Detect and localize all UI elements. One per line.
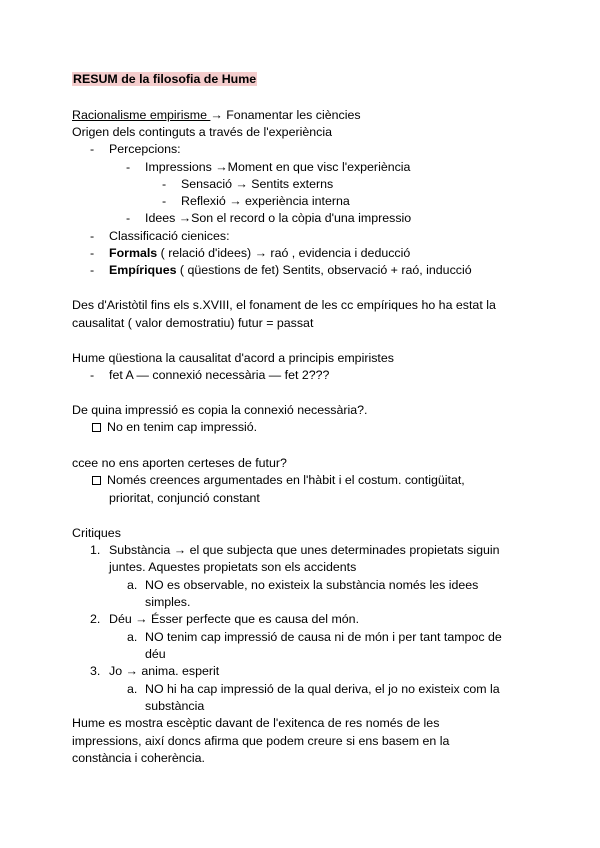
document-title: RESUM de la filosofia de Hume: [73, 72, 257, 86]
answer-text: Només creences argumentades en l'hàbit i el costum. contigüitat,: [107, 473, 465, 487]
empiriques-rest: ( qüestions de fet) Sentits, observació + raó, inducció: [176, 263, 472, 277]
conclusion-line: impressions, així doncs afirma que podem creure si ens basem en la: [72, 734, 450, 748]
formals-bold: Formals: [109, 246, 158, 260]
conclusion-line: constància i coherència.: [72, 751, 205, 765]
reflexio-item: Reflexió → experiència interna: [181, 194, 350, 208]
sub-line: déu: [145, 647, 166, 661]
bullet-dash: -: [126, 211, 131, 225]
sub-line: simples.: [145, 595, 191, 609]
sensacio-item: Sensació → Sentits externs: [181, 177, 334, 191]
checkbox-item: [92, 419, 257, 436]
bullet-dash: -: [162, 194, 167, 208]
question-line: De quina impressió es copia la connexió necessària?.: [72, 403, 368, 417]
bullet-dash: -: [90, 142, 95, 156]
sub-line: substància: [145, 699, 205, 713]
idees-item: Idees →Son el record o la còpia d'una impressio: [145, 211, 412, 225]
bullet-dash: -: [162, 177, 167, 191]
intro-origin: Origen dels continguts a través de l'experiència: [72, 125, 332, 139]
intro-underlined: Racionalisme empirisme: [72, 108, 211, 122]
sub-line: NO hi ha cap impressió de la qual deriva, el jo no existeix com la: [145, 682, 500, 696]
question-line: ccee no ens aporten certeses de futur?: [72, 456, 287, 470]
critique-line: Déu → Ésser perfecte que es causa del món.: [109, 612, 360, 626]
list-number: 1.: [90, 543, 101, 557]
critiques-heading: Critiques: [72, 526, 121, 540]
list-number: 3.: [90, 664, 101, 678]
fet-item: fet A — connexió necessària — fet 2???: [109, 368, 330, 382]
bullet-dash: -: [90, 229, 95, 243]
checkbox-icon: [92, 476, 101, 485]
sub-line: NO tenim cap impressió de causa ni de món i per tant tampoc de: [145, 630, 502, 644]
critique-line: Jo → anima. esperit: [109, 664, 220, 678]
checkbox-item: [92, 472, 465, 489]
answer-text-continued: prioritat, conjunció constant: [109, 491, 260, 505]
empiriques-bold: Empíriques: [109, 263, 177, 277]
bullet-dash: -: [90, 368, 95, 382]
paragraph-line: Hume qüestiona la causalitat d'acord a principis empiristes: [72, 351, 394, 365]
bullet-dash: -: [90, 246, 95, 260]
formals-rest: ( relació d'idees) → raó , evidencia i deducció: [157, 246, 411, 260]
intro-arrow-text: → Fonamentar les ciències: [210, 108, 361, 122]
sub-line: NO es observable, no existeix la substància només les idees: [145, 578, 479, 592]
formals-item: [109, 245, 410, 262]
conclusion-line: Hume es mostra escèptic davant de l'exitenca de res només de les: [72, 716, 440, 730]
critique-line: juntes. Aquestes propietats son els accidents: [109, 560, 357, 574]
percepcions-label: Percepcions:: [109, 142, 181, 156]
list-number: 2.: [90, 612, 101, 626]
classificacio-item: Classificació cienices:: [109, 229, 230, 243]
sub-letter: a.: [127, 682, 138, 696]
intro-line: [72, 107, 361, 124]
sub-letter: a.: [127, 630, 138, 644]
bullet-dash: -: [126, 160, 131, 174]
sub-letter: a.: [127, 578, 138, 592]
paragraph-line: Des d'Aristòtil fins els s.XVIII, el fonament de les cc empíriques ho ha estat la: [72, 298, 496, 312]
checkbox-icon: [92, 423, 101, 432]
impressions-item: Impressions →Moment en que visc l'experiència: [145, 160, 411, 174]
paragraph-line: causalitat ( valor demostratiu) futur = passat: [72, 316, 314, 330]
critique-line: Substància → el que subjecta que unes determinades propietats siguin: [109, 543, 500, 557]
empiriques-item: [109, 262, 472, 279]
answer-text: No en tenim cap impressió.: [107, 420, 258, 434]
bullet-dash: -: [90, 263, 95, 277]
